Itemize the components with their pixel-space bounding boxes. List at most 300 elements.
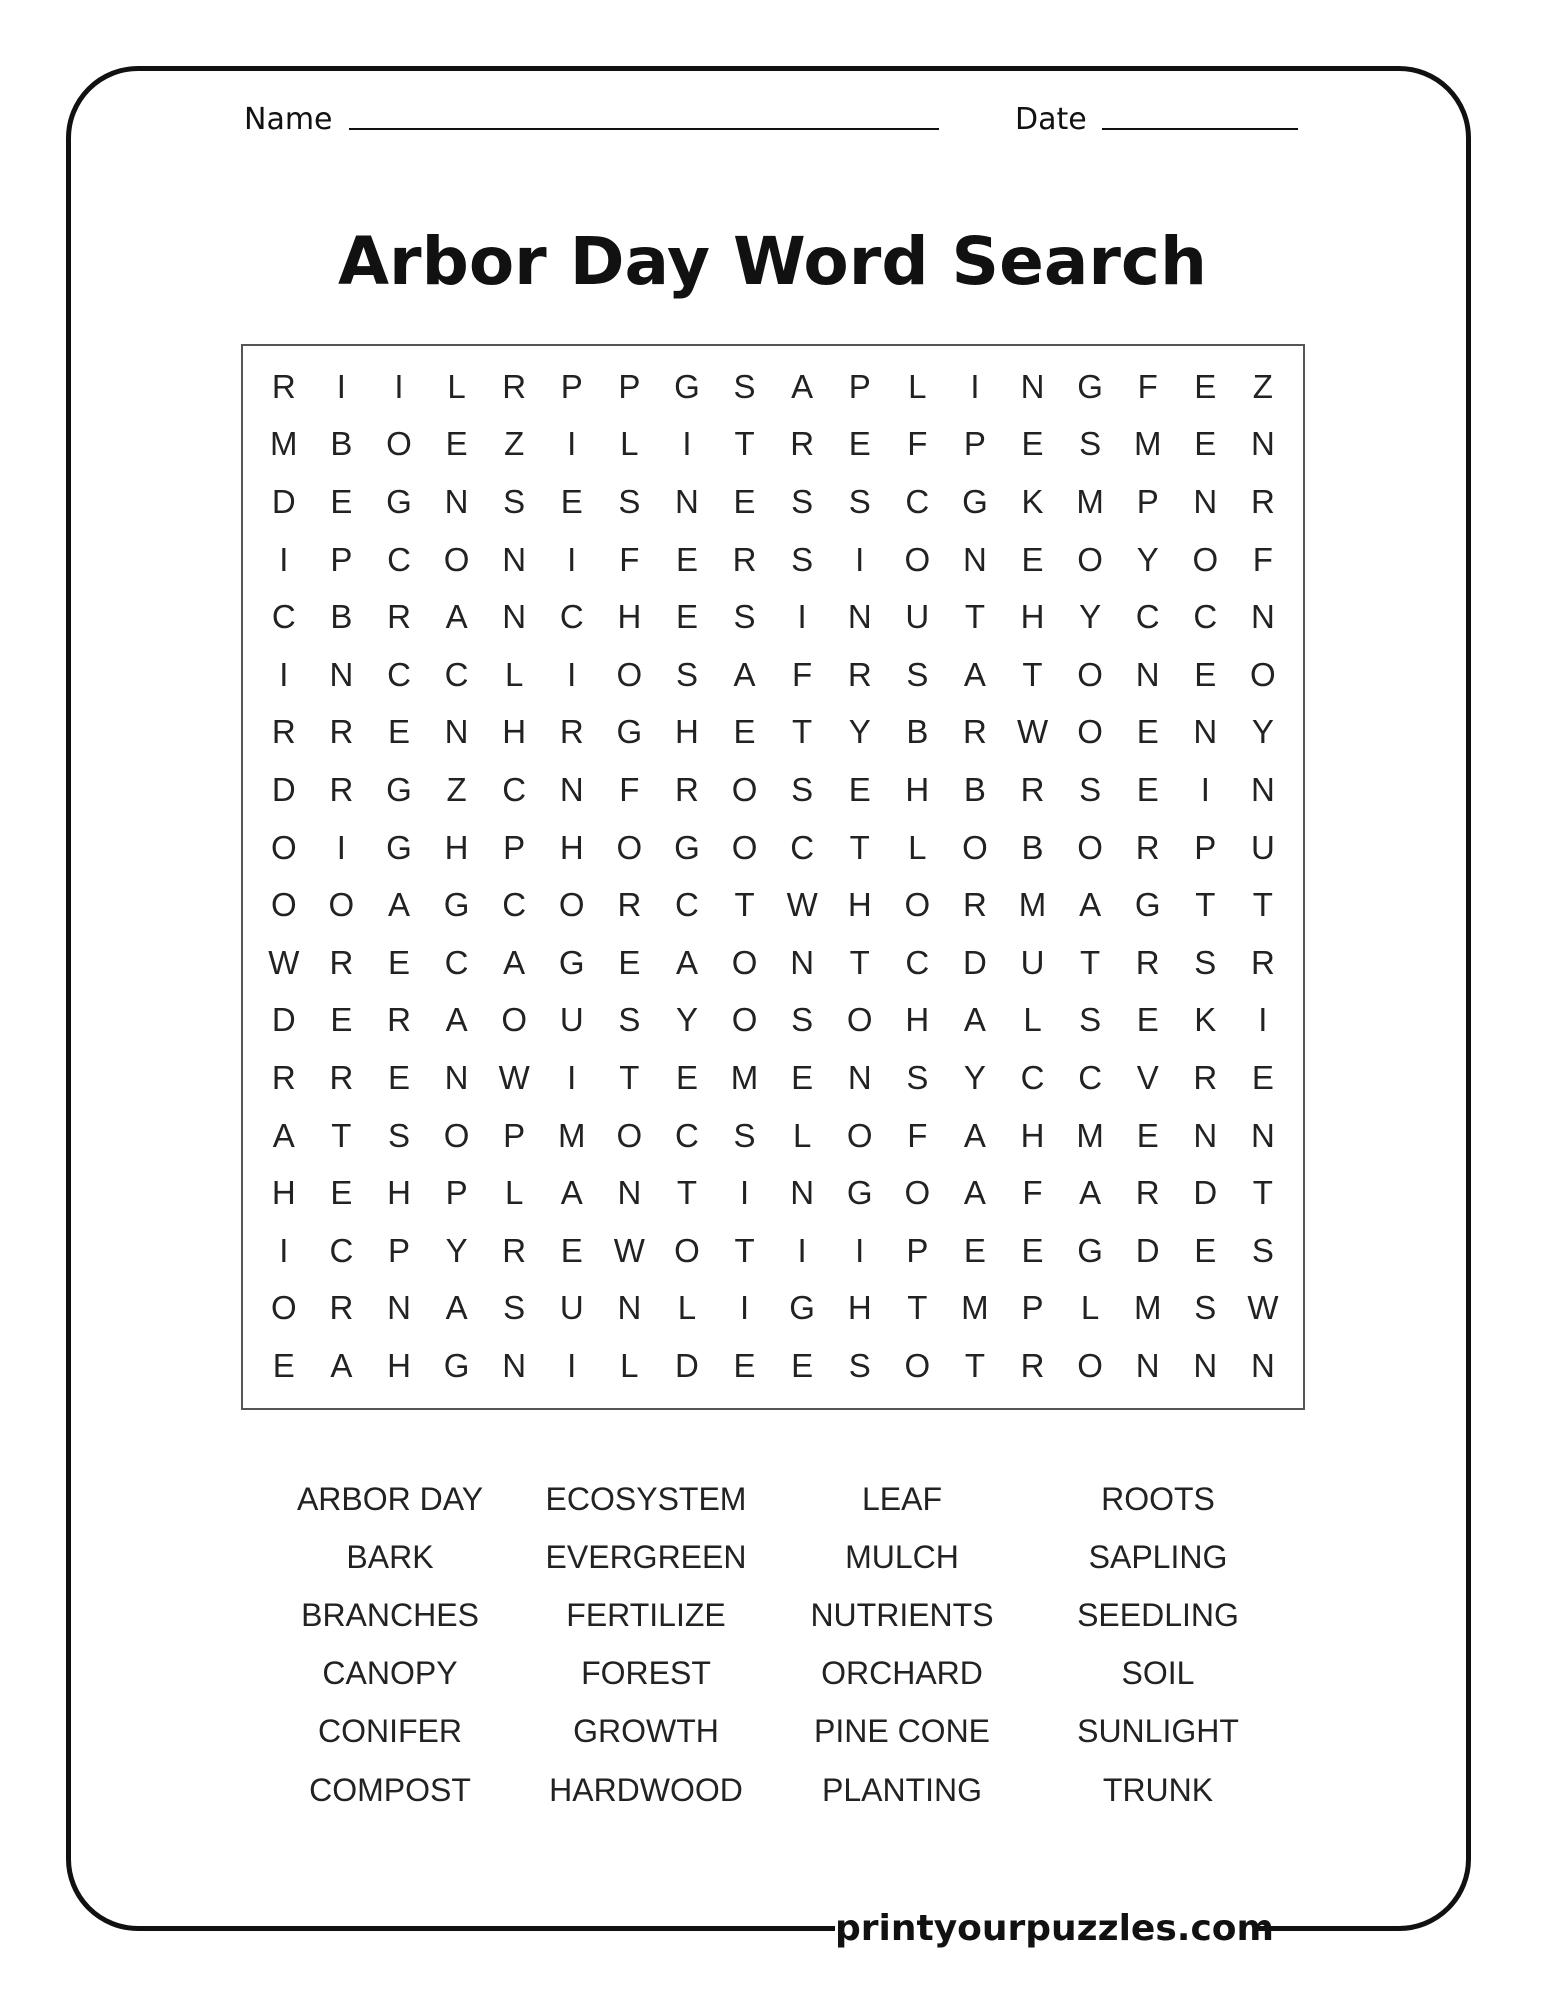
grid-letter[interactable]: E — [1136, 1116, 1159, 1154]
grid-letter[interactable]: T — [1195, 886, 1216, 924]
grid-letter[interactable]: R — [271, 713, 296, 751]
grid-letter[interactable]: M — [558, 1116, 586, 1154]
grid-letter[interactable]: C — [387, 655, 411, 693]
grid-letter[interactable]: L — [447, 367, 466, 405]
grid-letter[interactable]: H — [387, 1174, 411, 1212]
grid-letter[interactable]: V — [1136, 1058, 1159, 1096]
grid-letter[interactable]: P — [1194, 828, 1217, 866]
grid-letter[interactable]: S — [906, 1058, 929, 1096]
grid-letter[interactable]: S — [1251, 1231, 1274, 1269]
grid-letter[interactable]: R — [329, 770, 354, 808]
grid-letter[interactable]: R — [790, 425, 815, 463]
grid-letter[interactable]: A — [503, 943, 526, 981]
grid-letter[interactable]: E — [387, 713, 410, 751]
grid-letter[interactable]: C — [444, 655, 469, 693]
grid-letter[interactable]: M — [1076, 482, 1104, 520]
grid-letter[interactable]: M — [1018, 886, 1047, 924]
grid-letter[interactable]: N — [1135, 655, 1160, 693]
grid-letter[interactable]: O — [270, 828, 297, 866]
grid-letter[interactable]: S — [848, 1346, 871, 1384]
grid-letter[interactable]: A — [963, 1001, 986, 1039]
grid-letter[interactable]: N — [1193, 713, 1218, 751]
grid-letter[interactable]: Y — [1136, 540, 1159, 578]
grid-letter[interactable]: C — [502, 886, 527, 924]
grid-letter[interactable]: Z — [504, 425, 525, 463]
grid-letter[interactable]: O — [1250, 655, 1276, 693]
grid-letter[interactable]: O — [904, 886, 931, 924]
grid-letter[interactable]: E — [733, 713, 756, 751]
grid-letter[interactable]: P — [503, 1116, 526, 1154]
grid-letter[interactable]: E — [791, 1058, 814, 1096]
grid-letter[interactable]: B — [330, 598, 353, 636]
grid-letter[interactable]: S — [675, 655, 698, 693]
grid-letter[interactable]: I — [797, 598, 807, 636]
grid-letter[interactable]: O — [962, 828, 988, 866]
grid-letter[interactable]: N — [963, 540, 987, 578]
grid-letter[interactable]: O — [616, 828, 643, 866]
grid-letter[interactable]: O — [1077, 540, 1103, 578]
grid-letter[interactable]: E — [1136, 770, 1159, 808]
grid-letter[interactable]: I — [567, 1058, 577, 1096]
grid-letter[interactable]: Y — [963, 1058, 986, 1096]
grid-letter[interactable]: O — [1077, 655, 1103, 693]
grid-letter[interactable]: N — [1135, 1346, 1160, 1384]
grid-letter[interactable]: H — [1020, 598, 1045, 636]
grid-letter[interactable]: O — [904, 540, 931, 578]
grid-letter[interactable]: I — [682, 425, 692, 463]
grid-letter[interactable]: E — [330, 1174, 353, 1212]
grid-letter[interactable]: S — [1194, 1289, 1217, 1327]
grid-letter[interactable]: O — [616, 655, 643, 693]
grid-letter[interactable]: D — [271, 482, 296, 520]
grid-letter[interactable]: L — [908, 828, 927, 866]
grid-letter[interactable]: G — [674, 367, 700, 405]
grid-letter[interactable]: A — [791, 367, 814, 405]
grid-letter[interactable]: I — [797, 1231, 807, 1269]
grid-letter[interactable]: E — [560, 1231, 583, 1269]
grid-letter[interactable]: T — [964, 1346, 985, 1384]
grid-letter[interactable]: E — [733, 482, 756, 520]
grid-letter[interactable]: F — [1252, 540, 1273, 578]
grid-letter[interactable]: O — [1077, 828, 1103, 866]
grid-letter[interactable]: E — [387, 943, 410, 981]
grid-letter[interactable]: T — [734, 1231, 755, 1269]
grid-letter[interactable]: H — [905, 770, 930, 808]
grid-letter[interactable]: R — [963, 886, 987, 924]
grid-letter[interactable]: S — [1079, 770, 1102, 808]
grid-letter[interactable]: F — [907, 425, 928, 463]
grid-letter[interactable]: A — [733, 655, 756, 693]
grid-letter[interactable]: S — [733, 367, 756, 405]
grid-letter[interactable]: C — [790, 828, 815, 866]
grid-letter[interactable]: E — [1136, 1001, 1159, 1039]
grid-letter[interactable]: G — [789, 1289, 815, 1327]
grid-letter[interactable]: O — [731, 770, 758, 808]
grid-letter[interactable]: P — [963, 425, 986, 463]
grid-letter[interactable]: N — [1250, 1116, 1275, 1154]
grid-letter[interactable]: A — [963, 1116, 986, 1154]
grid-letter[interactable]: R — [559, 713, 584, 751]
grid-letter[interactable]: N — [1250, 425, 1275, 463]
grid-letter[interactable]: C — [905, 482, 930, 520]
grid-letter[interactable]: H — [559, 828, 584, 866]
grid-letter[interactable]: O — [731, 943, 758, 981]
grid-letter[interactable]: E — [1194, 655, 1217, 693]
grid-letter[interactable]: K — [1194, 1001, 1217, 1039]
grid-letter[interactable]: P — [330, 540, 353, 578]
grid-letter[interactable]: C — [1193, 598, 1218, 636]
grid-letter[interactable]: N — [847, 1058, 872, 1096]
grid-letter[interactable]: R — [1250, 943, 1275, 981]
grid-letter[interactable]: G — [674, 828, 700, 866]
grid-letter[interactable]: O — [616, 1116, 643, 1154]
grid-letter[interactable]: G — [386, 770, 412, 808]
grid-letter[interactable]: L — [792, 1116, 812, 1154]
grid-letter[interactable]: G — [386, 828, 412, 866]
grid-letter[interactable]: C — [387, 540, 411, 578]
grid-letter[interactable]: U — [559, 1289, 584, 1327]
grid-letter[interactable]: I — [1258, 1001, 1268, 1039]
grid-letter[interactable]: Y — [1079, 598, 1102, 636]
grid-letter[interactable]: B — [330, 425, 353, 463]
grid-letter[interactable]: N — [444, 482, 469, 520]
grid-letter[interactable]: T — [331, 1116, 352, 1154]
grid-letter[interactable]: O — [443, 540, 470, 578]
grid-letter[interactable]: I — [970, 367, 980, 405]
grid-letter[interactable]: G — [962, 482, 988, 520]
grid-letter[interactable]: U — [559, 1001, 584, 1039]
grid-letter[interactable]: O — [386, 425, 412, 463]
grid-letter[interactable]: H — [617, 598, 642, 636]
grid-letter[interactable]: S — [791, 482, 814, 520]
grid-letter[interactable]: R — [1135, 828, 1160, 866]
grid-letter[interactable]: R — [271, 1058, 296, 1096]
grid-letter[interactable]: W — [1247, 1289, 1279, 1327]
grid-letter[interactable]: N — [790, 1174, 815, 1212]
grid-letter[interactable]: C — [675, 1116, 699, 1154]
grid-letter[interactable]: E — [675, 598, 698, 636]
grid-letter[interactable]: R — [963, 713, 987, 751]
grid-letter[interactable]: I — [739, 1289, 750, 1327]
grid-letter[interactable]: F — [1022, 1174, 1043, 1212]
grid-letter[interactable]: N — [1250, 770, 1275, 808]
grid-letter[interactable]: I — [394, 367, 404, 405]
grid-letter[interactable]: R — [1193, 1058, 1218, 1096]
grid-letter[interactable]: A — [445, 1289, 468, 1327]
grid-letter[interactable]: N — [790, 943, 815, 981]
grid-letter[interactable]: L — [504, 655, 524, 693]
grid-letter[interactable]: A — [272, 1116, 295, 1154]
grid-letter[interactable]: U — [1020, 943, 1045, 981]
grid-letter[interactable]: S — [1079, 1001, 1102, 1039]
grid-letter[interactable]: T — [676, 1174, 698, 1212]
grid-letter[interactable]: I — [1200, 770, 1210, 808]
grid-letter[interactable]: G — [1077, 367, 1103, 405]
grid-letter[interactable]: N — [502, 1346, 527, 1384]
grid-letter[interactable]: P — [906, 1231, 929, 1269]
grid-letter[interactable]: E — [733, 1346, 756, 1384]
grid-letter[interactable]: N — [1250, 598, 1275, 636]
grid-letter[interactable]: T — [1252, 1174, 1273, 1212]
grid-letter[interactable]: H — [1020, 1116, 1045, 1154]
grid-letter[interactable]: S — [791, 540, 814, 578]
grid-letter[interactable]: M — [270, 425, 298, 463]
grid-letter[interactable]: G — [616, 713, 643, 751]
grid-letter[interactable]: F — [1137, 367, 1158, 405]
grid-letter[interactable]: I — [567, 655, 577, 693]
grid-letter[interactable]: T — [734, 886, 755, 924]
name-line[interactable] — [349, 128, 939, 130]
grid-letter[interactable]: F — [619, 770, 640, 808]
grid-letter[interactable]: I — [279, 655, 289, 693]
grid-letter[interactable]: L — [1080, 1289, 1100, 1327]
grid-letter[interactable]: E — [675, 1058, 698, 1096]
grid-letter[interactable]: I — [336, 367, 346, 405]
grid-letter[interactable]: S — [387, 1116, 410, 1154]
grid-letter[interactable]: Y — [848, 713, 871, 751]
grid-letter[interactable]: N — [387, 1289, 411, 1327]
grid-letter[interactable]: S — [791, 1001, 814, 1039]
grid-letter[interactable]: N — [502, 598, 527, 636]
grid-letter[interactable]: M — [730, 1058, 759, 1096]
grid-letter[interactable]: R — [329, 943, 354, 981]
grid-letter[interactable]: R — [1135, 943, 1160, 981]
grid-letter[interactable]: I — [567, 1346, 577, 1384]
grid-letter[interactable]: C — [1135, 598, 1160, 636]
grid-letter[interactable]: R — [502, 1231, 527, 1269]
grid-letter[interactable]: R — [847, 655, 872, 693]
grid-letter[interactable]: B — [906, 713, 929, 751]
grid-letter[interactable]: A — [675, 943, 698, 981]
grid-letter[interactable]: P — [503, 828, 526, 866]
grid-letter[interactable]: O — [1192, 540, 1219, 578]
grid-letter[interactable]: M — [961, 1289, 989, 1327]
grid-letter[interactable]: G — [386, 482, 412, 520]
grid-letter[interactable]: A — [963, 655, 986, 693]
grid-letter[interactable]: E — [1136, 713, 1159, 751]
grid-letter[interactable]: S — [618, 482, 641, 520]
grid-letter[interactable]: Z — [446, 770, 467, 808]
grid-letter[interactable]: C — [905, 943, 930, 981]
grid-letter[interactable]: O — [731, 828, 758, 866]
grid-letter[interactable]: C — [675, 886, 699, 924]
grid-letter[interactable]: O — [270, 886, 297, 924]
grid-letter[interactable]: H — [271, 1174, 296, 1212]
grid-letter[interactable]: C — [559, 598, 584, 636]
grid-letter[interactable]: N — [502, 540, 527, 578]
grid-letter[interactable]: R — [1020, 770, 1045, 808]
grid-letter[interactable]: S — [906, 655, 929, 693]
grid-letter[interactable]: R — [1135, 1174, 1160, 1212]
grid-letter[interactable]: F — [792, 655, 813, 693]
grid-letter[interactable]: D — [675, 1346, 699, 1384]
grid-letter[interactable]: B — [1021, 828, 1044, 866]
grid-letter[interactable]: P — [445, 1174, 468, 1212]
grid-letter[interactable]: M — [1133, 425, 1162, 463]
grid-letter[interactable]: I — [855, 1231, 865, 1269]
grid-letter[interactable]: B — [963, 770, 986, 808]
grid-letter[interactable]: I — [279, 540, 289, 578]
grid-letter[interactable]: O — [501, 1001, 527, 1039]
grid-letter[interactable]: R — [329, 713, 354, 751]
grid-letter[interactable]: M — [1133, 1289, 1162, 1327]
grid-letter[interactable]: T — [907, 1289, 928, 1327]
grid-letter[interactable]: R — [387, 1001, 411, 1039]
grid-letter[interactable]: E — [963, 1231, 986, 1269]
grid-letter[interactable]: H — [444, 828, 469, 866]
grid-letter[interactable]: H — [905, 1001, 930, 1039]
grid-letter[interactable]: E — [272, 1346, 295, 1384]
grid-letter[interactable]: O — [1077, 1346, 1103, 1384]
grid-letter[interactable]: S — [618, 1001, 641, 1039]
grid-letter[interactable]: O — [846, 1001, 873, 1039]
grid-letter[interactable]: T — [1252, 886, 1273, 924]
grid-letter[interactable]: A — [963, 1174, 986, 1212]
grid-letter[interactable]: C — [502, 770, 527, 808]
grid-letter[interactable]: S — [1194, 943, 1217, 981]
grid-letter[interactable]: O — [731, 1001, 758, 1039]
grid-letter[interactable]: N — [1020, 367, 1045, 405]
grid-letter[interactable]: I — [855, 540, 865, 578]
grid-letter[interactable]: D — [1193, 1174, 1218, 1212]
grid-letter[interactable]: R — [329, 1289, 354, 1327]
grid-letter[interactable]: S — [733, 1116, 756, 1154]
grid-letter[interactable]: N — [1193, 482, 1218, 520]
grid-letter[interactable]: E — [848, 770, 871, 808]
grid-letter[interactable]: E — [560, 482, 583, 520]
grid-letter[interactable]: N — [675, 482, 699, 520]
grid-letter[interactable]: S — [791, 770, 814, 808]
grid-letter[interactable]: N — [1193, 1116, 1218, 1154]
grid-letter[interactable]: P — [1021, 1289, 1044, 1327]
grid-letter[interactable]: E — [791, 1346, 814, 1384]
grid-letter[interactable]: R — [675, 770, 699, 808]
grid-letter[interactable]: O — [904, 1174, 931, 1212]
grid-letter[interactable]: I — [567, 425, 577, 463]
grid-letter[interactable]: S — [503, 482, 526, 520]
grid-letter[interactable]: T — [964, 598, 985, 636]
grid-letter[interactable]: E — [387, 1058, 410, 1096]
grid-letter[interactable]: S — [1079, 425, 1102, 463]
grid-letter[interactable]: D — [963, 943, 987, 981]
grid-letter[interactable]: Y — [1251, 713, 1274, 751]
grid-letter[interactable]: R — [329, 1058, 354, 1096]
grid-letter[interactable]: E — [1021, 425, 1044, 463]
grid-letter[interactable]: H — [847, 886, 872, 924]
grid-letter[interactable]: P — [387, 1231, 410, 1269]
grid-letter[interactable]: E — [848, 425, 871, 463]
grid-letter[interactable]: F — [907, 1116, 928, 1154]
grid-letter[interactable]: H — [502, 713, 527, 751]
grid-letter[interactable]: L — [620, 425, 639, 463]
grid-letter[interactable]: L — [908, 367, 927, 405]
date-line[interactable] — [1102, 128, 1298, 130]
grid-letter[interactable]: W — [613, 1231, 645, 1269]
grid-letter[interactable]: E — [1194, 425, 1217, 463]
grid-letter[interactable]: E — [1021, 540, 1044, 578]
grid-letter[interactable]: S — [503, 1289, 526, 1327]
grid-letter[interactable]: U — [1250, 828, 1275, 866]
grid-letter[interactable]: P — [1136, 482, 1159, 520]
grid-letter[interactable]: E — [1194, 367, 1217, 405]
grid-letter[interactable]: Z — [1252, 367, 1273, 405]
grid-letter[interactable]: C — [329, 1231, 354, 1269]
grid-letter[interactable]: N — [444, 1058, 469, 1096]
grid-letter[interactable]: Y — [445, 1231, 468, 1269]
grid-letter[interactable]: H — [675, 713, 699, 751]
grid-letter[interactable]: L — [1023, 1001, 1042, 1039]
grid-letter[interactable]: C — [1078, 1058, 1103, 1096]
grid-letter[interactable]: G — [846, 1174, 873, 1212]
grid-letter[interactable]: A — [445, 598, 468, 636]
grid-letter[interactable]: I — [739, 1174, 750, 1212]
grid-letter[interactable]: C — [1020, 1058, 1045, 1096]
grid-letter[interactable]: O — [558, 886, 585, 924]
grid-letter[interactable]: W — [1016, 713, 1049, 751]
grid-letter[interactable]: N — [444, 713, 469, 751]
grid-letter[interactable]: T — [792, 713, 813, 751]
grid-letter[interactable]: R — [387, 598, 411, 636]
grid-letter[interactable]: C — [444, 943, 469, 981]
grid-letter[interactable]: E — [618, 943, 641, 981]
grid-letter[interactable]: L — [677, 1289, 697, 1327]
grid-letter[interactable]: E — [675, 540, 698, 578]
grid-letter[interactable]: Y — [675, 1001, 698, 1039]
grid-letter[interactable]: S — [733, 598, 756, 636]
grid-letter[interactable]: R — [1250, 482, 1275, 520]
grid-letter[interactable]: A — [560, 1174, 583, 1212]
grid-letter[interactable]: U — [905, 598, 930, 636]
grid-letter[interactable]: G — [443, 1346, 470, 1384]
grid-letter[interactable]: O — [1077, 713, 1103, 751]
grid-letter[interactable]: O — [328, 886, 355, 924]
grid-letter[interactable]: R — [502, 367, 527, 405]
grid-letter[interactable]: T — [1080, 943, 1101, 981]
grid-letter[interactable]: T — [734, 425, 755, 463]
grid-letter[interactable]: O — [674, 1231, 700, 1269]
grid-letter[interactable]: E — [330, 482, 353, 520]
grid-letter[interactable]: E — [1251, 1058, 1274, 1096]
grid-letter[interactable]: O — [270, 1289, 297, 1327]
grid-letter[interactable]: P — [618, 367, 641, 405]
grid-letter[interactable]: T — [1022, 655, 1043, 693]
grid-letter[interactable]: I — [336, 828, 346, 866]
grid-letter[interactable]: P — [560, 367, 583, 405]
grid-letter[interactable]: A — [330, 1346, 353, 1384]
grid-letter[interactable]: G — [558, 943, 585, 981]
grid-letter[interactable]: R — [732, 540, 757, 578]
grid-letter[interactable]: A — [1079, 886, 1102, 924]
grid-letter[interactable]: E — [445, 425, 468, 463]
grid-letter[interactable]: A — [1079, 1174, 1102, 1212]
grid-letter[interactable]: E — [1194, 1231, 1217, 1269]
grid-letter[interactable]: N — [1193, 1346, 1218, 1384]
grid-letter[interactable]: E — [1021, 1231, 1044, 1269]
grid-letter[interactable]: T — [849, 943, 870, 981]
grid-letter[interactable]: G — [1134, 886, 1161, 924]
grid-letter[interactable]: L — [620, 1346, 639, 1384]
grid-letter[interactable]: R — [1020, 1346, 1045, 1384]
grid-letter[interactable]: O — [904, 1346, 931, 1384]
grid-letter[interactable]: S — [848, 482, 871, 520]
grid-letter[interactable]: D — [271, 1001, 296, 1039]
grid-letter[interactable]: D — [271, 770, 296, 808]
grid-letter[interactable]: L — [504, 1174, 524, 1212]
grid-letter[interactable]: N — [329, 655, 354, 693]
grid-letter[interactable]: H — [387, 1346, 411, 1384]
grid-letter[interactable]: A — [387, 886, 410, 924]
grid-letter[interactable]: F — [619, 540, 640, 578]
